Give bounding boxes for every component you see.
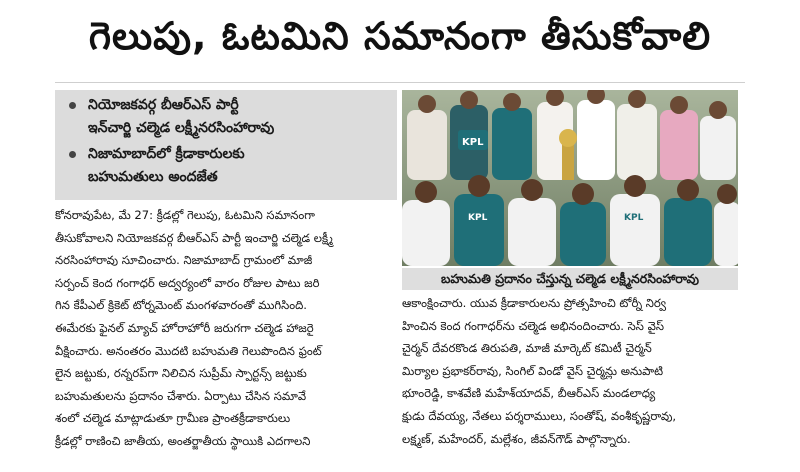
highlights-box: [55, 90, 397, 200]
article-line: ఆకాంక్షించారు. యువ క్రీడాకారులను ప్రోత్సహించి టోర్నీ నిర్వ: [402, 296, 667, 310]
team-photo: [402, 90, 738, 266]
article-line: భూంరెడ్డి, కాశవేణి మహేశ్‌యాదవ్, బీఆర్ఎస్ మండలాధ్య: [402, 386, 656, 401]
article-line: మిర్యాల ప్రభాకర్‌రావు, సింగిల్ విండో వైస్ చైర్మన్లు అనుపాటి: [402, 363, 664, 378]
article-line: క్షుడు దేవయ్య, నేతలు పర్శరాములు, సంతోష్, వంశీకృష్ణరావు,: [402, 408, 677, 423]
article-line: చైర్మన్ దేవరకొండ తిరుపతి, మాజీ మార్కెట్ కమిటీ చైర్మన్: [402, 341, 652, 356]
article-line: హించిన కెంద గంగాధర్‌ను చల్మెడ అభినందించారు. సెస్ వైస్: [402, 318, 664, 333]
article-line: ఈమేరకు ఫైనల్ మ్యాచ్ హోరాహోరీ జరుగగా చల్మెడ హాజరై: [55, 320, 314, 335]
article-line: లైన జట్టుకు, రన్నరప్‌గా నిలిచిన సుప్రీమ్ స్పార్టన్స్ జట్టుకు: [55, 366, 307, 381]
highlight-item: [69, 143, 389, 189]
article-line: నరసింహారావు సూచించారు. నిజామాబాద్ గ్రామంలో మాజీ: [55, 253, 313, 268]
jersey-text: KPL: [462, 137, 484, 148]
bullet-icon: [69, 151, 76, 158]
article-body-right: [402, 292, 740, 450]
team-photo-illustration: [402, 90, 738, 266]
article-line: బహుమతులను ప్రదానం చేశారు. ఏర్పాటు చేసిన సమావే: [55, 388, 307, 403]
article-body-left: [55, 204, 395, 453]
article-line: వీక్షించారు. అనంతరం మొదటి బహుమతి గెలుపొందిన ఫ్రంట్: [55, 343, 322, 358]
highlight-text: నిజామాబాద్‌లో క్రీడాకారులకు బహుమతులు అందజేత: [88, 146, 245, 185]
article-line: గిన కేపీఎల్ క్రికెట్ టోర్నమెంట్ మంగళవారంతో ముగిసింది.: [55, 298, 307, 313]
headline-divider: [55, 82, 745, 83]
headline: గెలుపు, ఓటమిని సమానంగా తీసుకోవాలి: [88, 14, 712, 58]
article-line: క్రీడల్లో రాణించి జాతీయ, అంతర్జాతీయ స్థాయికి ఎదగాలని: [55, 433, 311, 448]
article-line: తీసుకోవాలని నియోజకవర్గ బీఆర్ఎస్ పార్టీ ఇంచార్జి చల్మెడ లక్ష్మీ: [55, 230, 333, 245]
highlight-text: నియోజకవర్గ బీఆర్ఎస్ పార్టీ ఇన్‌చార్జి చల్మెడ లక్ష్మీనరసింహారావు: [88, 97, 275, 136]
article-line: శంలో చల్మెడ మాట్లాడుతూ గ్రామీణ ప్రాంతక్రీడాకారులు: [55, 411, 291, 426]
article-line: సర్పంచ్ కెంద గంగాధర్ అద్వర్యంలో వారం రోజుల పాటు జరి: [55, 275, 320, 290]
article-line: కోనరావుపేట, మే 27: క్రీడల్లో గెలుపు, ఓటమిని సమానంగా: [55, 208, 315, 222]
photo-caption: బహుమతి ప్రదానం చేస్తున్న చల్మెడ లక్ష్మీనరసింహారావు: [402, 268, 738, 290]
highlight-item: [69, 94, 389, 140]
bullet-icon: [69, 102, 76, 109]
article-line: లక్ష్మణ్, మహేందర్, మల్లేశం, జీవన్‌గౌడ్ పాల్గొన్నారు.: [402, 431, 631, 446]
jersey-text: KPL: [624, 213, 644, 223]
jersey-text: KPL: [468, 213, 488, 223]
